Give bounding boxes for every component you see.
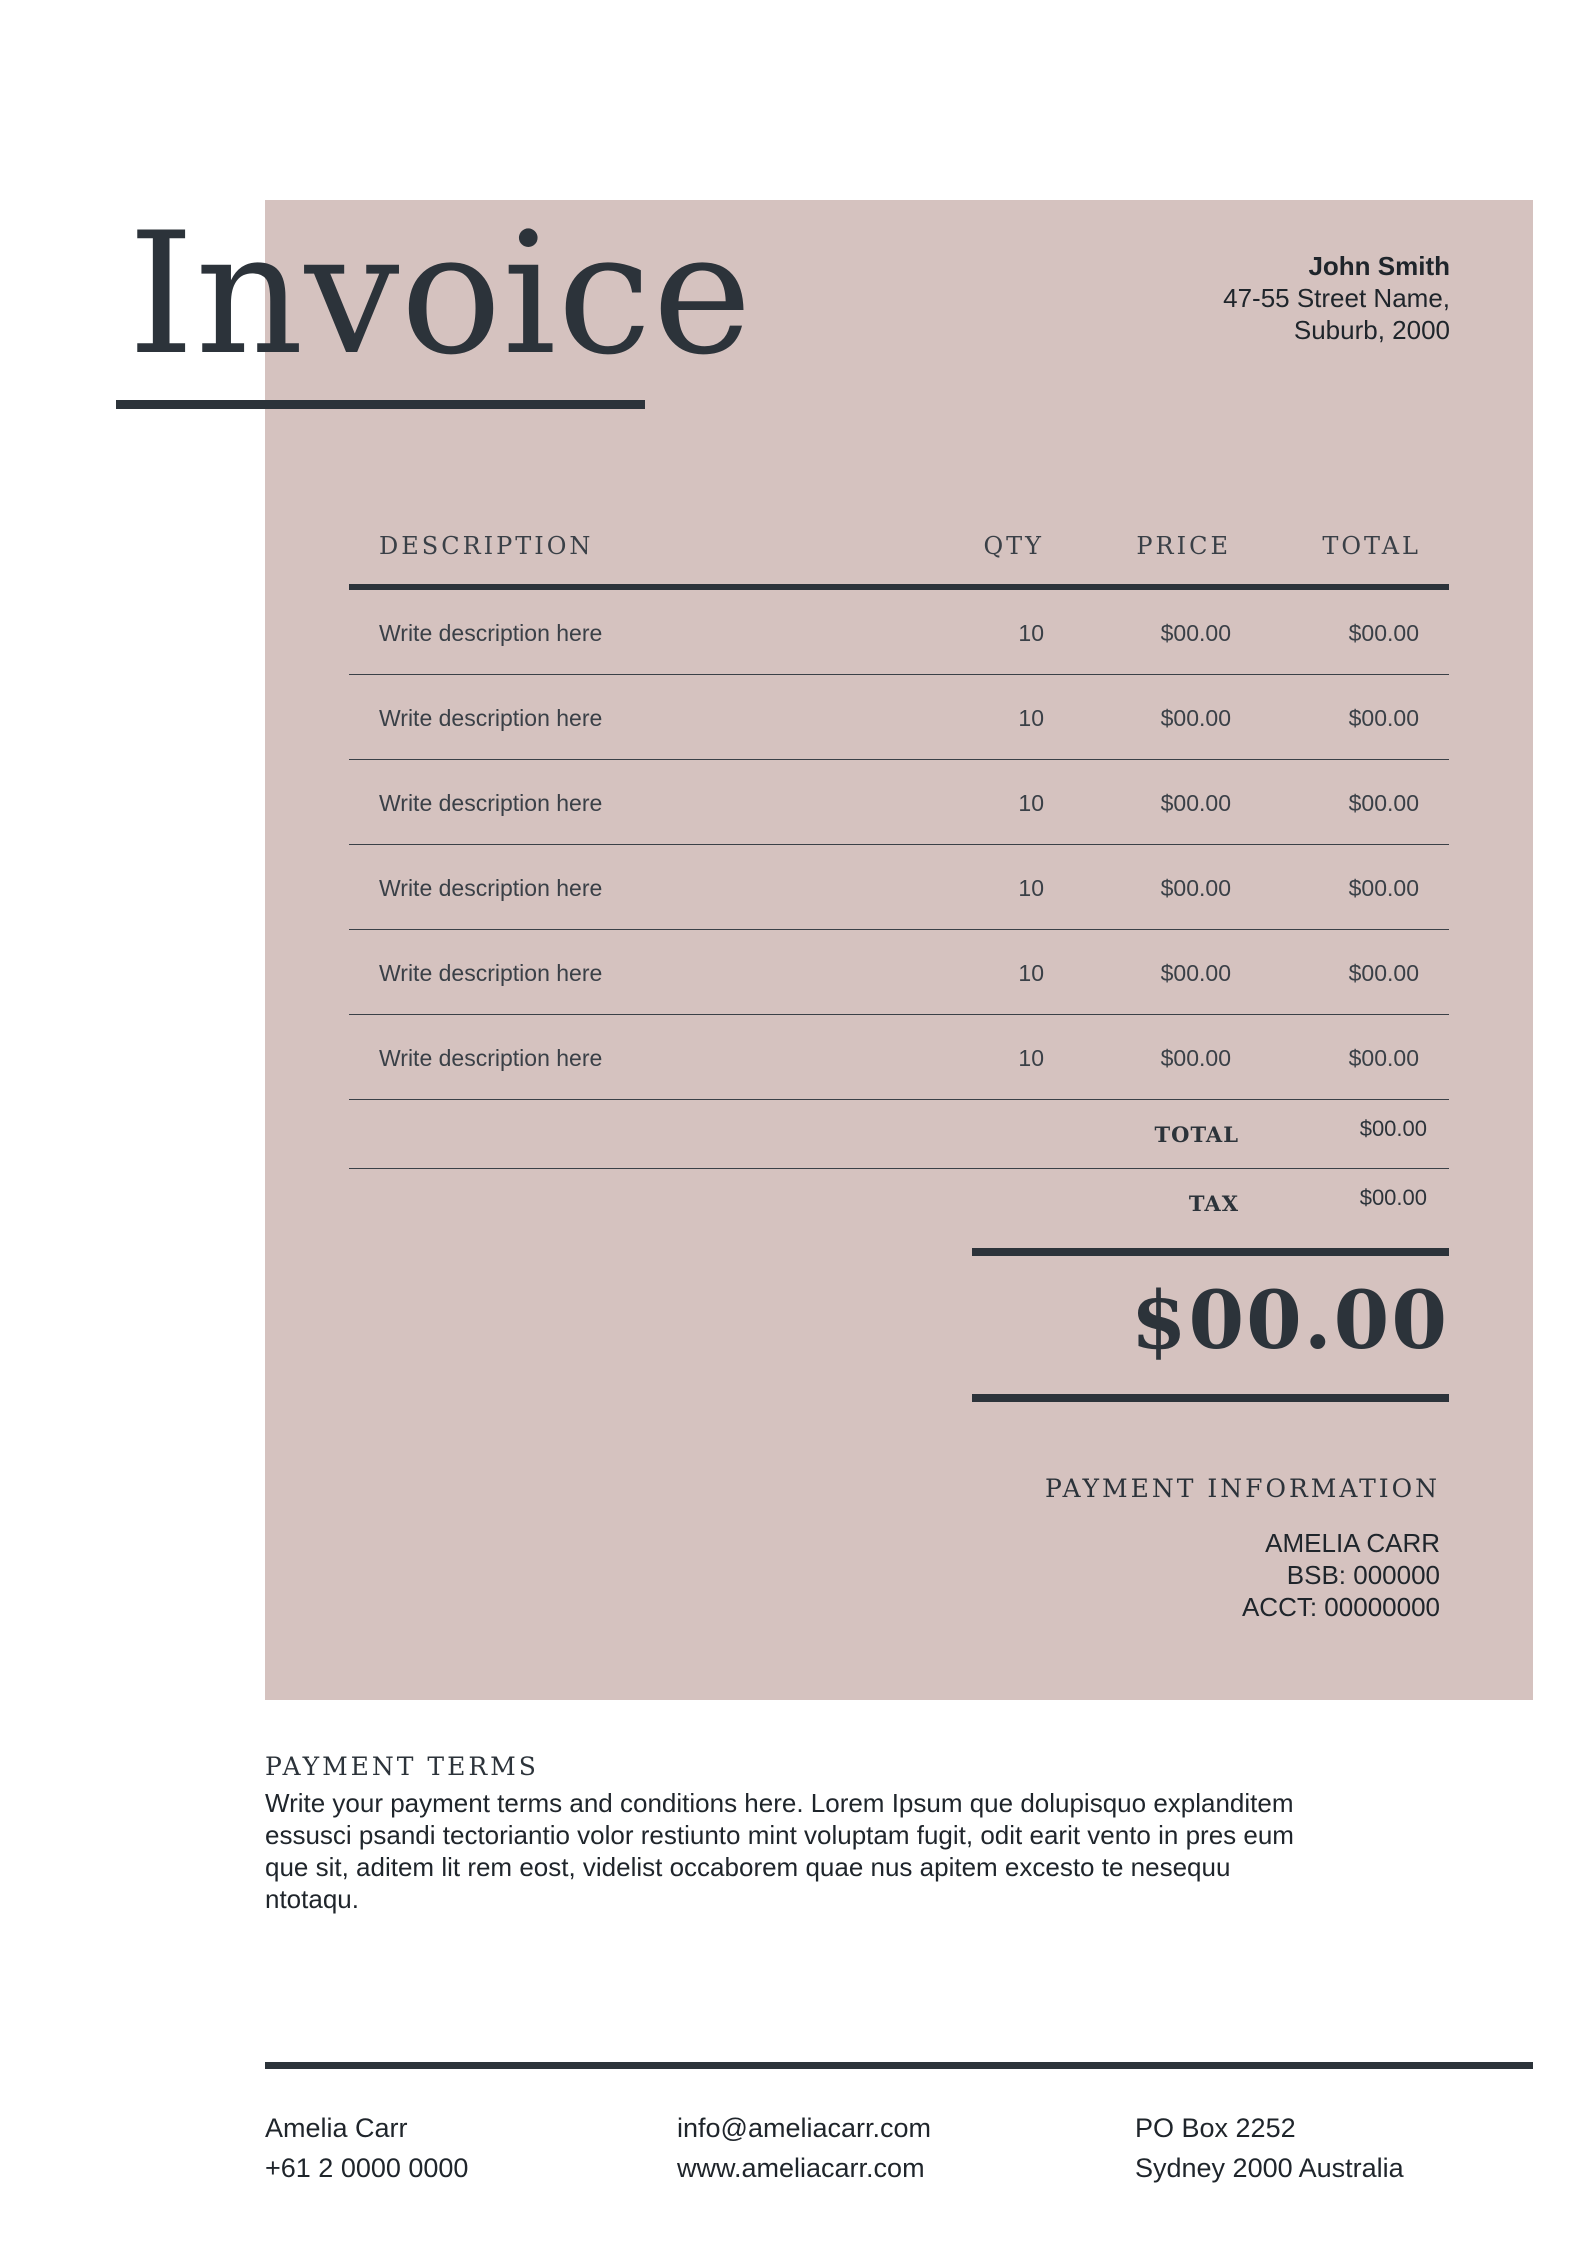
row-price: $00.00 xyxy=(1160,790,1231,816)
sender-address xyxy=(1223,250,1450,346)
row-qty: 10 xyxy=(1018,875,1044,901)
payment-information xyxy=(1045,1474,1440,1623)
sender-name: John Smith xyxy=(1308,251,1450,281)
row-total: $00.00 xyxy=(1348,790,1419,816)
table-row xyxy=(349,760,1449,845)
footer-website[interactable]: www.ameliacarr.com xyxy=(677,2153,925,2183)
row-total: $00.00 xyxy=(1348,875,1419,901)
table-row xyxy=(349,590,1449,675)
row-description: Write description here xyxy=(379,875,603,901)
table-row xyxy=(349,1015,1449,1100)
tax-value: $00.00 xyxy=(1359,1185,1427,1210)
footer-po-box: PO Box 2252 xyxy=(1135,2113,1296,2143)
payment-terms-body: Write your payment terms and conditions here. Lorem Ipsum que dolupisquo explanditem essusci psandi tectoriantio volor restiunto mint voluptam fugit, odit earit vento in pres eum que sit, aditem lit rem eost, videlist occaborem quae nus apitem excesto te nesequu ntotaqu. xyxy=(265,1788,1294,1914)
row-qty: 10 xyxy=(1018,620,1044,646)
row-price: $00.00 xyxy=(1160,1045,1231,1071)
row-description: Write description here xyxy=(379,705,603,731)
row-description: Write description here xyxy=(379,620,603,646)
table-header xyxy=(349,520,1449,590)
table-row xyxy=(349,930,1449,1015)
line-items-table xyxy=(349,520,1449,1237)
row-price: $00.00 xyxy=(1160,960,1231,986)
table-row xyxy=(349,845,1449,930)
row-qty: 10 xyxy=(1018,1045,1044,1071)
payment-terms xyxy=(265,1752,1325,1915)
header-description: DESCRIPTION xyxy=(379,532,594,560)
subtotal-value: $00.00 xyxy=(1359,1116,1427,1141)
footer-contact xyxy=(265,2108,468,2188)
sender-suburb: Suburb, 2000 xyxy=(1293,315,1450,345)
footer-email[interactable]: info@ameliacarr.com xyxy=(677,2113,931,2143)
row-total: $00.00 xyxy=(1348,705,1419,731)
payee-name: AMELIA CARR xyxy=(1265,1528,1440,1558)
row-qty: 10 xyxy=(1018,790,1044,816)
footer-name: Amelia Carr xyxy=(265,2113,408,2143)
row-description: Write description here xyxy=(379,960,603,986)
table-row xyxy=(349,675,1449,760)
grand-total-amount: $00.00 xyxy=(1130,1273,1449,1367)
invoice-title: Invoice xyxy=(128,196,753,392)
row-qty: 10 xyxy=(1018,960,1044,986)
row-description: Write description here xyxy=(379,1045,603,1071)
footer-city: Sydney 2000 Australia xyxy=(1135,2153,1404,2183)
tax-label: TAX xyxy=(1188,1191,1239,1216)
sender-street: 47-55 Street Name, xyxy=(1223,283,1450,313)
footer-divider xyxy=(265,2062,1533,2069)
row-total: $00.00 xyxy=(1348,960,1419,986)
footer-online xyxy=(677,2108,931,2188)
payment-info-heading: PAYMENT INFORMATION xyxy=(1044,1474,1440,1503)
grand-total-box xyxy=(972,1248,1449,1402)
tax-row xyxy=(349,1169,1449,1237)
subtotal-label: TOTAL xyxy=(1154,1122,1239,1147)
header-total: TOTAL xyxy=(1322,532,1421,560)
row-total: $00.00 xyxy=(1348,1045,1419,1071)
footer-postal xyxy=(1135,2108,1404,2188)
subtotal-row xyxy=(349,1100,1449,1169)
payment-terms-heading: PAYMENT TERMS xyxy=(265,1752,539,1781)
title-underline xyxy=(116,400,645,409)
account-number: ACCT: 00000000 xyxy=(1241,1592,1440,1622)
row-price: $00.00 xyxy=(1160,620,1231,646)
header-price: PRICE xyxy=(1136,532,1231,560)
header-qty: QTY xyxy=(983,532,1044,560)
row-qty: 10 xyxy=(1018,705,1044,731)
row-description: Write description here xyxy=(379,790,603,816)
row-price: $00.00 xyxy=(1160,705,1231,731)
footer-phone: +61 2 0000 0000 xyxy=(265,2153,469,2183)
bsb-number: BSB: 000000 xyxy=(1286,1560,1440,1590)
row-total: $00.00 xyxy=(1348,620,1419,646)
row-price: $00.00 xyxy=(1160,875,1231,901)
